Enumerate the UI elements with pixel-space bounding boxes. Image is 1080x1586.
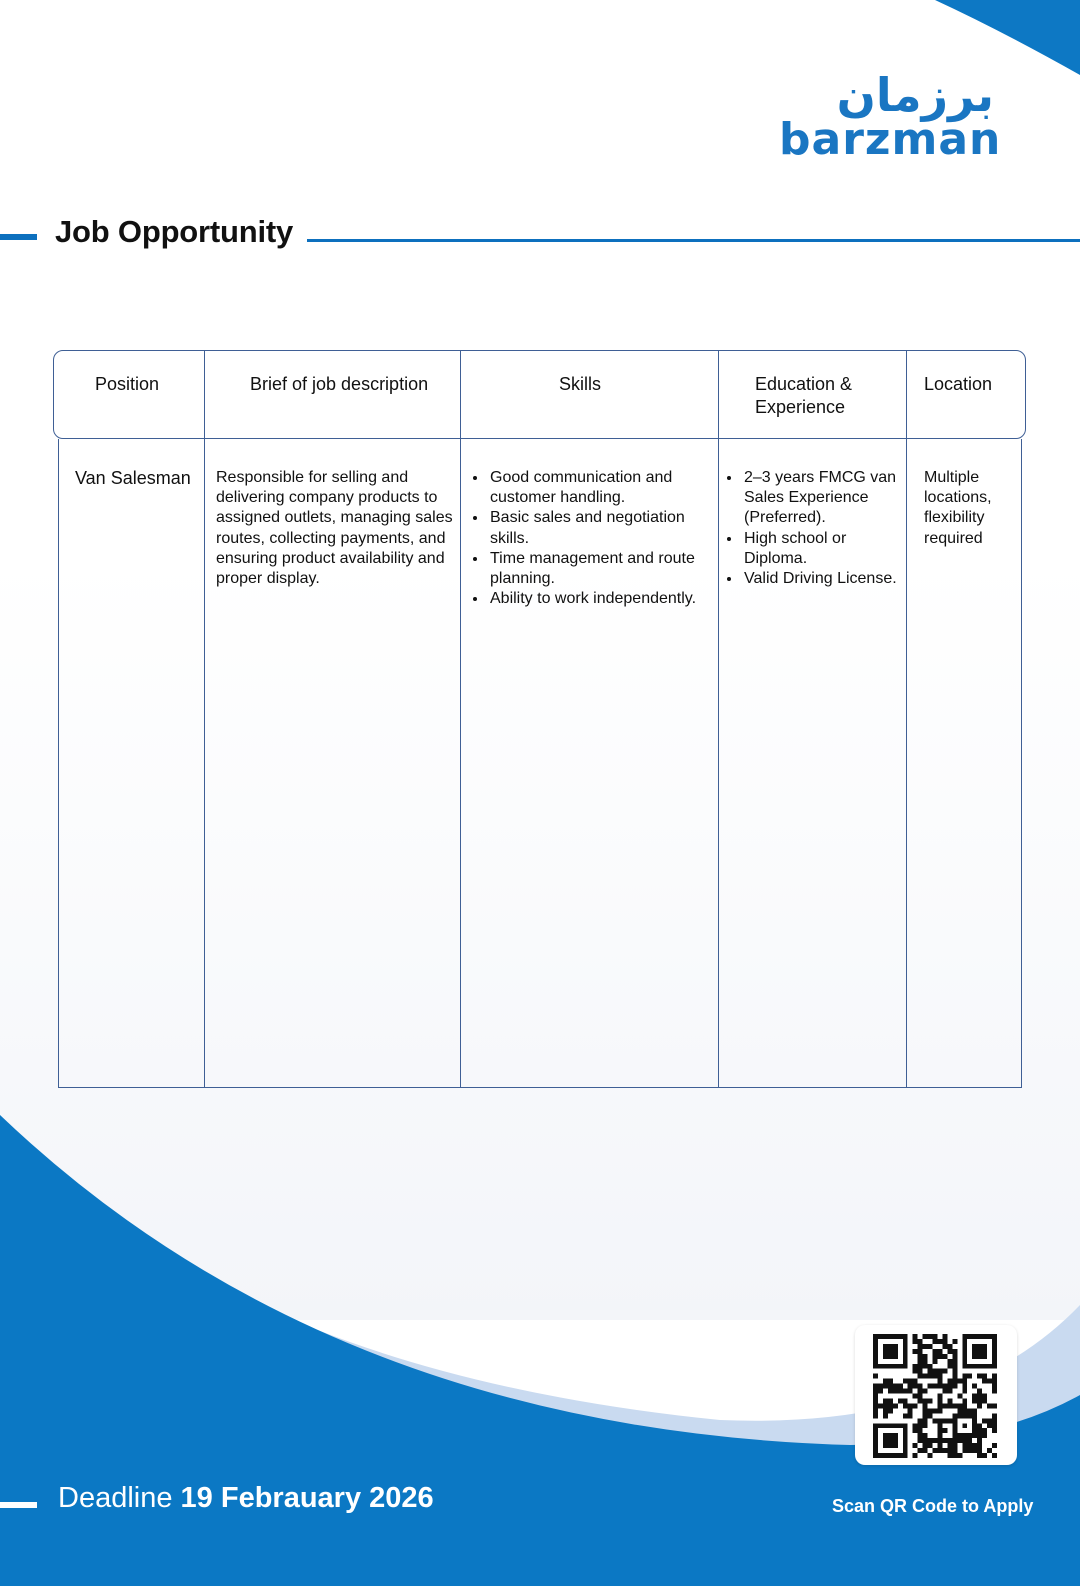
- location-line: locations,: [924, 489, 992, 507]
- column-divider: [204, 350, 205, 1088]
- barzman-logo: [779, 68, 1002, 165]
- column-divider: [906, 350, 907, 1088]
- education-item: • Valid Driving License.: [742, 569, 897, 589]
- column-divider: [460, 350, 461, 1088]
- skill-item: • Time management and route planning.: [488, 549, 696, 589]
- header-skills: Skills: [559, 374, 602, 394]
- header-description: Brief of job description: [250, 374, 429, 394]
- description-line: assigned outlets, managing sales: [216, 509, 453, 527]
- location-line: flexibility: [924, 509, 985, 527]
- table-header: [53, 350, 1026, 439]
- skill-item: • Ability to work independently.: [488, 589, 696, 609]
- education-item: • High school or Diploma.: [742, 529, 897, 569]
- cell-location: [924, 468, 992, 549]
- skill-item: • Basic sales and negotiation skills.: [488, 508, 696, 548]
- cell-skills: [471, 468, 696, 609]
- header-education-line: Experience: [755, 397, 846, 417]
- description-line: delivering company products to: [216, 489, 438, 507]
- job-table: [58, 350, 1022, 1088]
- qr-code-icon[interactable]: [871, 1334, 999, 1458]
- location-line: required: [924, 529, 983, 547]
- location-line: Multiple: [924, 469, 980, 486]
- title-accent-bar: [0, 234, 37, 240]
- logo-latin-text: barzman: [779, 114, 1002, 165]
- deadline-label: Deadline: [58, 1482, 173, 1514]
- header-education: [755, 373, 852, 419]
- cell-education: [725, 468, 897, 589]
- description-line: Responsible for selling and: [216, 469, 409, 486]
- deadline-date: 19 Febrauary 2026: [180, 1482, 434, 1514]
- description-line: ensuring product availability and: [216, 549, 445, 567]
- cell-position: Van Salesman: [75, 468, 191, 488]
- scan-qr-text: Scan QR Code to Apply: [832, 1496, 1034, 1516]
- page-title: Job Opportunity: [55, 214, 294, 249]
- column-divider: [718, 350, 719, 1088]
- cell-description: [216, 468, 453, 589]
- header-location: Location: [924, 374, 993, 394]
- deadline: [58, 1482, 434, 1515]
- description-line: routes, collecting payments, and: [216, 529, 446, 547]
- title-underline: [307, 239, 1080, 242]
- deadline-accent-bar: [0, 1502, 37, 1508]
- header-education-line: Education &: [755, 374, 853, 394]
- header-position: Position: [95, 374, 160, 394]
- description-line: proper display.: [216, 570, 320, 588]
- education-item: • 2–3 years FMCG van Sales Experience (Preferred).: [742, 468, 897, 529]
- skill-item: • Good communication and customer handling.: [488, 468, 696, 508]
- qr-code-card[interactable]: [855, 1325, 1017, 1465]
- logo-arabic-text: برزمان: [836, 68, 994, 122]
